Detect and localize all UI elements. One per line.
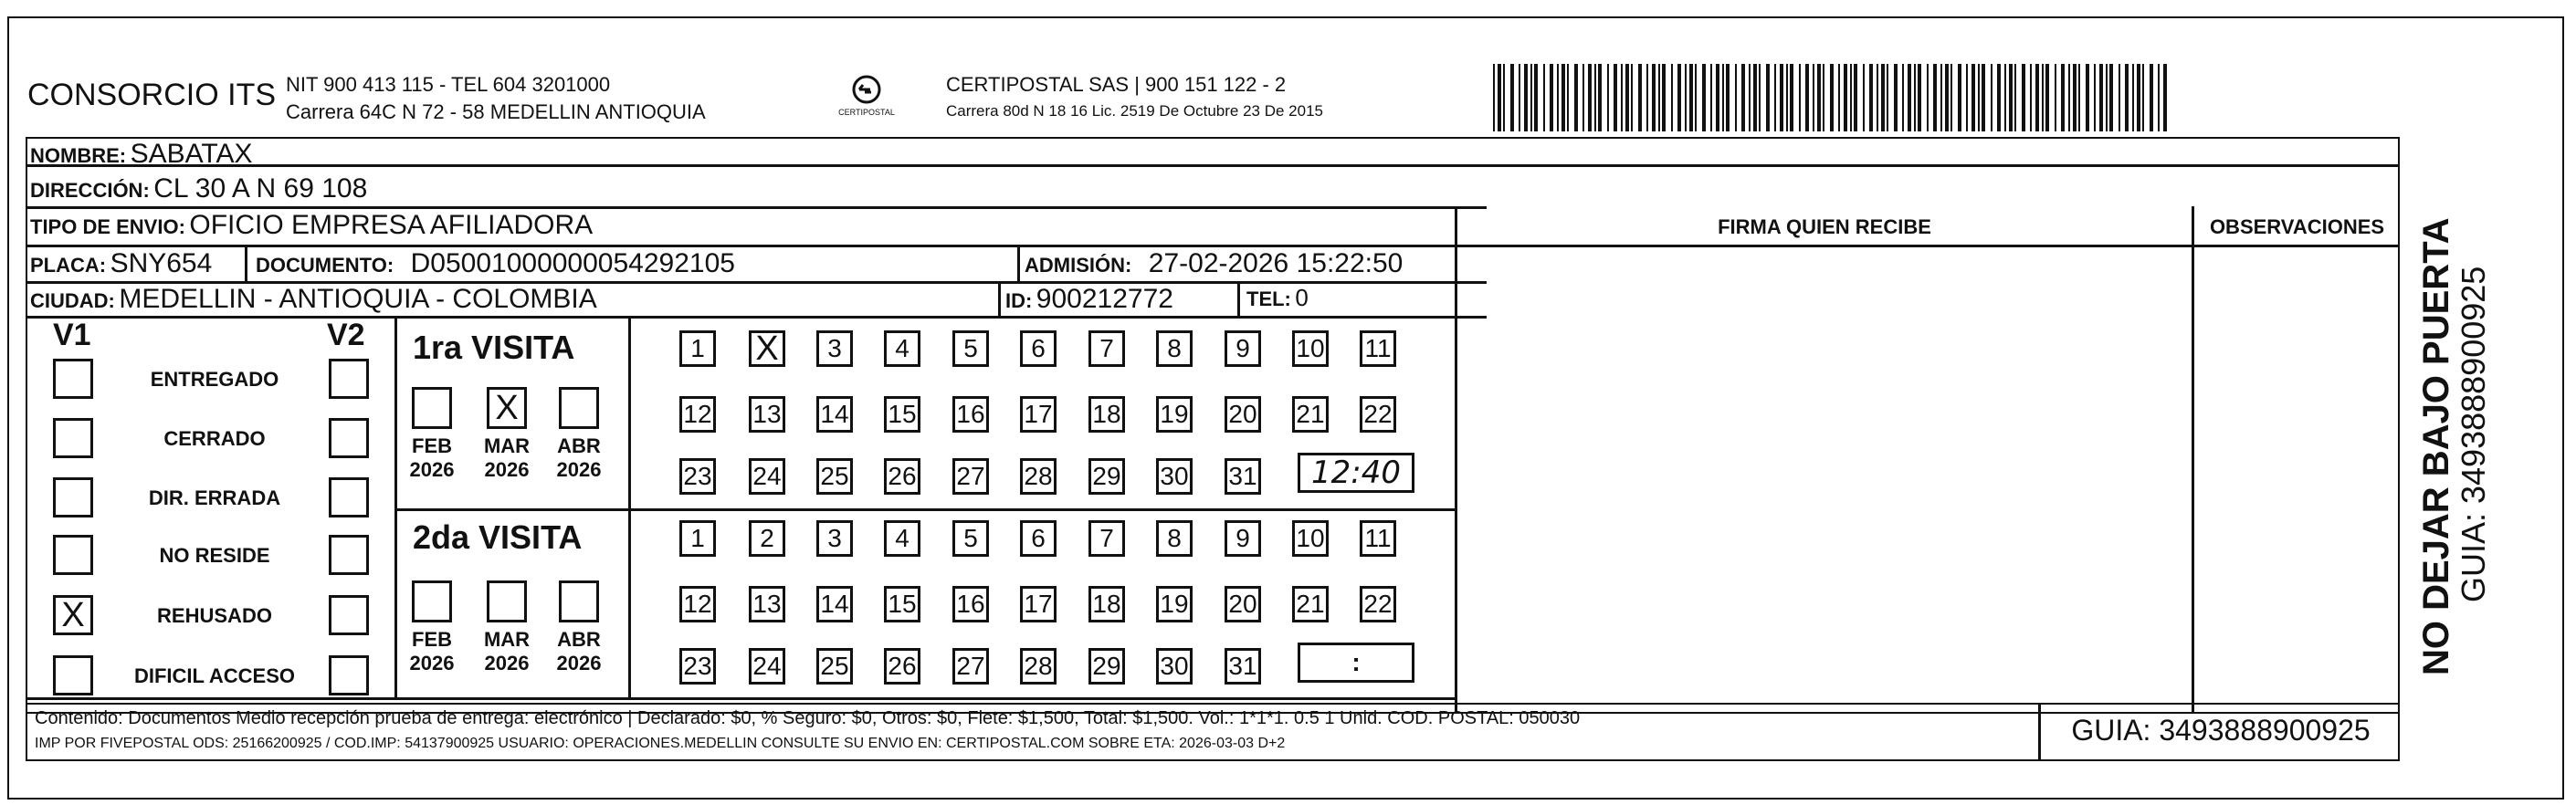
status-v1-checkbox[interactable] <box>53 535 93 575</box>
barcode-bar <box>1574 64 1578 131</box>
barcode-bar <box>1710 64 1712 131</box>
barcode-bar <box>1550 64 1553 131</box>
barcode-bar <box>1524 64 1528 131</box>
barcode-bar <box>1625 64 1629 131</box>
admision-value: 27-02-2026 15:22:50 <box>1148 248 1404 278</box>
barcode-bar <box>1519 64 1520 131</box>
visit1-day-box[interactable]: 6 <box>1020 330 1057 367</box>
id-label: ID: <box>1005 289 1033 312</box>
status-label: CERRADO <box>163 427 266 450</box>
visit1-day-box[interactable]: 28 <box>1020 458 1057 495</box>
barcode-bar <box>2042 64 2044 131</box>
visit1-month-checkbox[interactable]: X <box>487 387 527 429</box>
barcode-bar <box>1881 64 1885 131</box>
visit1-day-box[interactable]: 4 <box>884 330 920 367</box>
barcode-bar <box>1908 64 1911 131</box>
ciudad-value: MEDELLIN - ANTIOQUIA - COLOMBIA <box>119 284 597 314</box>
visit2-day-box[interactable]: 3 <box>816 520 853 557</box>
visit2-day-box[interactable]: 1 <box>679 520 716 557</box>
company-address: Carrera 64C N 72 - 58 MEDELLIN ANTIOQUIA <box>286 100 706 123</box>
status-v2-checkbox[interactable] <box>329 359 369 399</box>
visit2-day-box[interactable]: 8 <box>1156 520 1193 557</box>
visit2-month-year: 2026 <box>484 652 530 674</box>
barcode-bar <box>2106 64 2108 131</box>
barcode-bar <box>1662 64 1666 131</box>
tipo-value: OFICIO EMPRESA AFILIADORA <box>189 210 594 240</box>
barcode-bar <box>2158 64 2160 131</box>
barcode-bar <box>1702 64 1706 131</box>
visit1-time: 12:40 <box>1311 455 1401 491</box>
footer-guia: GUIA: 3493888900925 <box>2071 714 2371 747</box>
status-v2-checkbox[interactable] <box>329 595 369 635</box>
certipostal-address: Carrera 80d N 18 16 Lic. 2519 De Octubre 23 De 2015 <box>946 102 1323 120</box>
barcode-bar <box>2132 64 2134 131</box>
barcode-bar <box>2022 64 2025 131</box>
visit2-day-box[interactable]: 11 <box>1360 520 1396 557</box>
barcode-bar <box>1588 64 1592 131</box>
barcode-bar <box>1887 64 1888 131</box>
barcode-bar <box>1958 64 1961 131</box>
barcode-bar <box>1940 64 1942 131</box>
visit2-day-box[interactable]: 2 <box>749 520 785 557</box>
barcode-bar <box>1780 64 1783 131</box>
visit1-day-box[interactable]: 24 <box>749 458 785 495</box>
barcode-bar <box>1621 64 1623 131</box>
tipo-row <box>30 210 593 241</box>
status-v2-checkbox[interactable] <box>329 418 369 458</box>
id-value: 900212772 <box>1036 284 1173 314</box>
barcode-bar <box>1534 64 1538 131</box>
visit1-day-box[interactable]: 21 <box>1292 396 1329 433</box>
barcode-bar <box>1493 64 1495 131</box>
visit1-day-box[interactable]: 18 <box>1088 396 1125 433</box>
barcode-bar <box>1510 64 1514 131</box>
visit1-day-box[interactable]: 1 <box>679 330 716 367</box>
placa-label: PLACA: <box>30 254 107 277</box>
barcode-bar <box>1823 64 1824 131</box>
barcode-bar <box>1543 64 1545 131</box>
nombre-label: NOMBRE: <box>30 144 127 167</box>
barcode-bar <box>1689 64 1693 131</box>
visit2-day-box[interactable]: 13 <box>749 586 785 622</box>
visit1-day-box[interactable]: 30 <box>1156 458 1193 495</box>
visit2-month-checkbox[interactable] <box>412 580 452 622</box>
direccion-row <box>30 173 367 204</box>
barcode-bar <box>2125 64 2129 131</box>
barcode-bar <box>1503 64 1505 131</box>
visit2-month-name: ABR <box>557 628 601 651</box>
barcode-bar <box>2078 64 2080 131</box>
barcode-bar <box>1594 64 1596 131</box>
certipostal-logo-icon <box>835 73 899 124</box>
admision-row <box>1025 248 1403 279</box>
certipostal-name: CERTIPOSTAL SAS | 900 151 122 - 2 <box>946 73 1287 96</box>
barcode-bar <box>2150 64 2153 131</box>
visit1-title: 1ra VISITA <box>413 329 575 366</box>
status-label: DIR. ERRADA <box>148 486 281 509</box>
barcode-bar <box>1726 64 1730 131</box>
visit1-day-box[interactable]: 19 <box>1156 396 1193 433</box>
visit2-day-box[interactable]: 30 <box>1156 648 1193 685</box>
barcode-bar <box>1950 64 1952 131</box>
direccion-label: DIRECCIÓN: <box>30 179 150 202</box>
visit2-day-box[interactable]: 23 <box>679 648 716 685</box>
barcode-bar <box>2068 64 2070 131</box>
visit2-day-box[interactable]: 25 <box>816 648 853 685</box>
status-v1-checkbox[interactable] <box>53 655 93 695</box>
barcode-bar <box>1945 64 1949 131</box>
barcode-bar <box>1927 64 1929 131</box>
status-v1-checkbox[interactable] <box>53 418 93 458</box>
visit1-day-box[interactable]: 25 <box>816 458 853 495</box>
barcode-bar <box>1774 64 1776 131</box>
barcode-bar <box>1557 64 1559 131</box>
visit2-day-box[interactable]: 27 <box>952 648 989 685</box>
visit1-month-year: 2026 <box>556 458 602 481</box>
barcode-bar <box>1786 64 1788 131</box>
visit2-day-box[interactable]: 6 <box>1020 520 1057 557</box>
visit2-day-box[interactable]: 22 <box>1360 586 1396 622</box>
visit1-day-box[interactable]: 26 <box>884 458 920 495</box>
barcode-bar <box>1877 64 1878 131</box>
logo-text: CERTIPOSTAL <box>838 108 895 117</box>
barcode-bar <box>1631 64 1633 131</box>
visit2-time: : <box>1351 648 1361 676</box>
visit1-day-box[interactable]: 12 <box>679 396 716 433</box>
tel-row <box>1246 284 1309 312</box>
barcode-bar <box>1598 64 1602 131</box>
status-label: NO RESIDE <box>159 544 270 567</box>
barcode-bar <box>2014 64 2016 131</box>
barcode-bar <box>1894 64 1898 131</box>
barcode-bar <box>2035 64 2039 131</box>
barcode-bar <box>1844 64 1847 131</box>
visit1-day-box[interactable]: X <box>749 330 785 367</box>
firma-header: FIRMA QUIEN RECIBE <box>1718 215 1931 238</box>
barcode-bar <box>1830 64 1834 131</box>
barcode-bar <box>1685 64 1687 131</box>
status-v1-checkbox[interactable] <box>53 477 93 518</box>
barcode-bar <box>1614 64 1617 131</box>
visit1-day-box[interactable]: 16 <box>952 396 989 433</box>
barcode-bar <box>2099 64 2103 131</box>
documento-value: D05001000000054292105 <box>410 248 735 278</box>
status-label: REHUSADO <box>157 604 272 627</box>
v1-header: V1 <box>53 318 91 352</box>
barcode-bar <box>1671 64 1673 131</box>
barcode-bar <box>2009 64 2013 131</box>
barcode-bar <box>1902 64 1904 131</box>
side-guia: GUIA: 3493888900925 <box>2455 266 2492 602</box>
barcode-bar <box>1658 64 1660 131</box>
barcode-bar <box>1638 64 1642 131</box>
visit1-day-box[interactable]: 8 <box>1156 330 1193 367</box>
barcode-bar <box>1749 64 1751 131</box>
barcode-bar <box>1766 64 1770 131</box>
visit2-month-name: FEB <box>412 628 452 651</box>
observaciones-header: OBSERVACIONES <box>2209 215 2385 238</box>
visit1-month-year: 2026 <box>484 458 530 481</box>
barcode-bar <box>1735 64 1737 131</box>
tel-label: TEL: <box>1246 288 1291 310</box>
visit2-day-box[interactable]: 19 <box>1156 586 1193 622</box>
visit2-day-box[interactable]: 9 <box>1225 520 1261 557</box>
status-label: DIFICIL ACCESO <box>133 664 295 687</box>
barcode-bar <box>1869 64 1873 131</box>
barcode-bar <box>1582 64 1584 131</box>
barcode-bar <box>1918 64 1921 131</box>
visit2-day-box[interactable]: 12 <box>679 586 716 622</box>
visit1-day-box[interactable]: 20 <box>1225 396 1261 433</box>
footer-contenido: Contenido: Documentos Medio recepción prueba de entrega: electrónico | Declarado: $0, % Seguro: $0, Otros: $0, Flete: $1,500, Total: $1,500. Vol.: 1*1*1. 0.5 1 Unid. COD. POSTAL: 050030 <box>35 708 1581 728</box>
barcode-bar <box>2030 64 2032 131</box>
visit1-day-box[interactable]: 5 <box>952 330 989 367</box>
tel-value: 0 <box>1295 284 1309 311</box>
visit1-time-box <box>1298 453 1414 493</box>
barcode-bar <box>1790 64 1793 131</box>
visit1-day-box[interactable]: 10 <box>1292 330 1329 367</box>
visit2-day-box[interactable]: 10 <box>1292 520 1329 557</box>
direccion-value: CL 30 A N 69 108 <box>153 173 368 204</box>
barcode-bar <box>1854 64 1857 131</box>
status-v2-checkbox[interactable] <box>329 535 369 575</box>
nombre-row <box>30 139 253 170</box>
barcode-bar <box>1759 64 1761 131</box>
barcode-bar <box>1646 64 1648 131</box>
barcode-bar <box>2142 64 2144 131</box>
placa-value: SNY654 <box>110 248 213 278</box>
barcode-bar <box>1966 64 1968 131</box>
visit2-day-box[interactable]: 20 <box>1225 586 1261 622</box>
visit1-day-box[interactable]: 27 <box>952 458 989 495</box>
company-nit: NIT 900 413 115 - TEL 604 3201000 <box>286 73 611 96</box>
barcode-bar <box>1695 64 1697 131</box>
tipo-label: TIPO DE ENVIO: <box>30 215 185 238</box>
barcode-bar <box>2137 64 2140 131</box>
barcode-bar <box>1498 64 1501 131</box>
ciudad-row <box>30 284 597 315</box>
visit1-month-name: FEB <box>412 434 452 457</box>
visit2-month-checkbox[interactable] <box>559 580 599 622</box>
barcode-bar <box>2055 64 2056 131</box>
visit1-day-box[interactable]: 9 <box>1225 330 1261 367</box>
visit2-month-year: 2026 <box>556 652 602 674</box>
visit2-day-box[interactable]: 28 <box>1020 648 1057 685</box>
barcode-bar <box>1722 64 1724 131</box>
barcode-bar <box>1652 64 1656 131</box>
visit1-month-year: 2026 <box>409 458 455 481</box>
barcode-bar <box>2004 64 2006 131</box>
barcode-bar <box>1982 64 1985 131</box>
visit2-day-box[interactable]: 24 <box>749 648 785 685</box>
visit2-day-box[interactable]: 5 <box>952 520 989 557</box>
visit2-month-year: 2026 <box>409 652 455 674</box>
visit1-day-box[interactable]: 31 <box>1225 458 1261 495</box>
barcode-bar <box>1914 64 1916 131</box>
barcode-bar <box>1567 64 1569 131</box>
visit2-day-box[interactable]: 16 <box>952 586 989 622</box>
visit1-day-box[interactable]: 22 <box>1360 396 1396 433</box>
barcode-bar <box>1838 64 1840 131</box>
visit1-day-box[interactable]: 15 <box>884 396 920 433</box>
barcode-bar <box>1716 64 1719 131</box>
visit1-day-box[interactable]: 23 <box>679 458 716 495</box>
barcode-bar <box>1817 64 1821 131</box>
barcode-bar <box>1863 64 1865 131</box>
company-name: CONSORCIO ITS <box>27 78 277 112</box>
visit2-title: 2da VISITA <box>413 518 583 556</box>
no-dejar-bajo-puerta: NO DEJAR BAJO PUERTA <box>2416 217 2456 675</box>
visit2-day-box[interactable]: 15 <box>884 586 920 622</box>
footer-imp: IMP POR FIVEPOSTAL ODS: 25166200925 / COD.IMP: 54137900925 USUARIO: OPERACIONES.MEDELLIN CONSULTE SU ENVIO EN: CERTIPOSTAL.COM SOBRE ETA: 2026-03-03 D+2 <box>35 736 1286 751</box>
barcode-bar <box>1997 64 2001 131</box>
barcode-bar <box>2061 64 2065 131</box>
documento-label: DOCUMENTO: <box>256 254 394 277</box>
visit2-time-box <box>1298 643 1414 683</box>
barcode <box>1493 64 2173 131</box>
visit1-day-box[interactable]: 13 <box>749 396 785 433</box>
barcode-bar <box>1813 64 1814 131</box>
visit1-day-box[interactable]: 17 <box>1020 396 1057 433</box>
visit2-day-box[interactable]: 26 <box>884 648 920 685</box>
status-v1-checkbox[interactable]: X <box>53 595 93 635</box>
barcode-bar <box>1933 64 1937 131</box>
barcode-bar <box>1991 64 1992 131</box>
documento-row <box>256 248 735 279</box>
visit1-month-name: ABR <box>557 434 601 457</box>
barcode-bar <box>1799 64 1801 131</box>
visit1-day-box[interactable]: 7 <box>1088 330 1125 367</box>
barcode-bar <box>1677 64 1681 131</box>
status-v2-checkbox[interactable] <box>329 477 369 518</box>
visit2-day-box[interactable]: 17 <box>1020 586 1057 622</box>
nombre-value: SABATAX <box>130 139 253 169</box>
status-v2-checkbox[interactable] <box>329 655 369 695</box>
visit2-day-box[interactable]: 18 <box>1088 586 1125 622</box>
placa-row <box>30 248 212 279</box>
visit1-day-box[interactable]: 3 <box>816 330 853 367</box>
visit2-month-checkbox[interactable] <box>487 580 527 622</box>
barcode-bar <box>1753 64 1757 131</box>
barcode-bar <box>2163 64 2167 131</box>
v2-header: V2 <box>327 318 365 352</box>
visit2-day-box[interactable]: 21 <box>1292 586 1329 622</box>
ciudad-label: CIUDAD: <box>30 289 115 312</box>
barcode-bar <box>2119 64 2120 131</box>
barcode-bar <box>2086 64 2089 131</box>
visit1-day-box[interactable]: 11 <box>1360 330 1396 367</box>
status-label: ENTREGADO <box>150 368 279 391</box>
id-row <box>1005 284 1173 315</box>
visit1-day-box[interactable]: 14 <box>816 396 853 433</box>
visit2-day-box[interactable]: 29 <box>1088 648 1125 685</box>
admision-label: ADMISIÓN: <box>1025 254 1132 277</box>
visit1-day-box[interactable]: 29 <box>1088 458 1125 495</box>
visit1-month-checkbox[interactable] <box>559 387 599 429</box>
visit2-day-box[interactable]: 4 <box>884 520 920 557</box>
barcode-bar <box>2094 64 2096 131</box>
visit2-day-box[interactable]: 7 <box>1088 520 1125 557</box>
barcode-bar <box>1971 64 1975 131</box>
certipostal-logo <box>835 73 899 124</box>
visit2-day-box[interactable]: 31 <box>1225 648 1261 685</box>
barcode-bar <box>2109 64 2113 131</box>
barcode-bar <box>1530 64 1532 131</box>
visit2-day-box[interactable]: 14 <box>816 586 853 622</box>
visit2-month-name: MAR <box>483 628 531 651</box>
status-v1-checkbox[interactable] <box>53 359 93 399</box>
visit1-month-name: MAR <box>483 434 531 457</box>
barcode-bar <box>1978 64 1980 131</box>
barcode-bar <box>2073 64 2077 131</box>
barcode-bar <box>1561 64 1565 131</box>
barcode-bar <box>1741 64 1745 131</box>
barcode-bar <box>2045 64 2049 131</box>
visit1-month-checkbox[interactable] <box>412 387 452 429</box>
barcode-bar <box>1805 64 1809 131</box>
barcode-bar <box>1607 64 1609 131</box>
barcode-bar <box>1850 64 1852 131</box>
